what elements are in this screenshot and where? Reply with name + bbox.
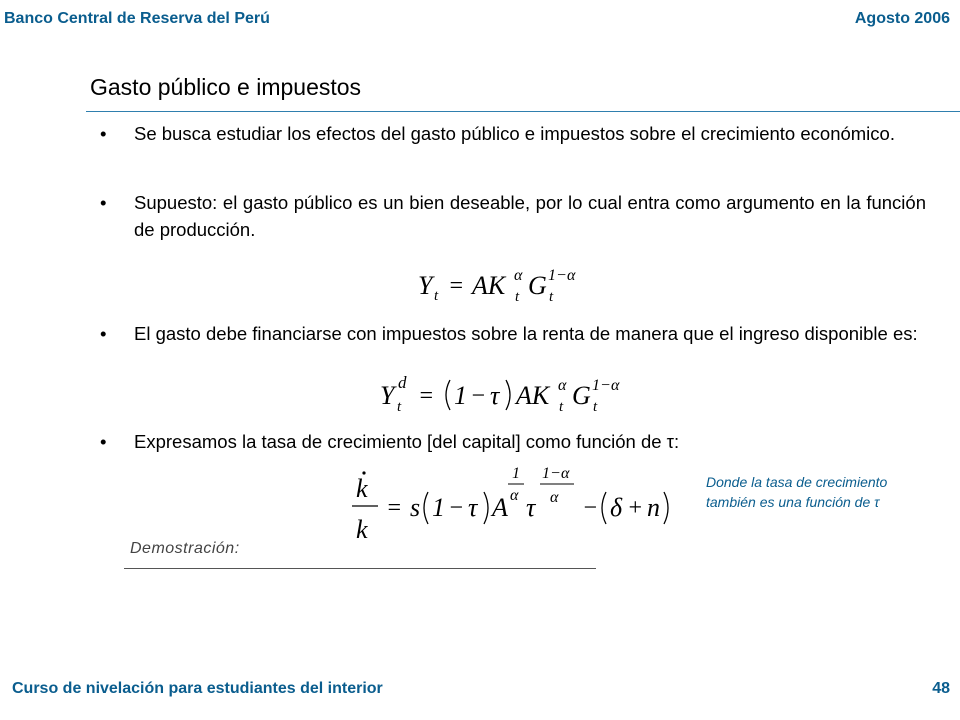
- svg-text:+: +: [627, 495, 644, 521]
- svg-text:1−: 1−: [592, 377, 611, 394]
- svg-text:1−: 1−: [542, 465, 561, 482]
- svg-text:k: k: [356, 515, 368, 544]
- svg-text:τ: τ: [490, 381, 500, 410]
- svg-text:t: t: [559, 399, 564, 415]
- svg-text:−: −: [582, 495, 599, 521]
- bullet-text: Supuesto: el gasto público es un bien deseable, por lo cual entra como argumento en la función de producción.: [134, 192, 926, 240]
- footer-course: Curso de nivelación para estudiantes del interior: [12, 680, 383, 697]
- svg-text:−: −: [448, 495, 465, 521]
- bullet-marker: •: [100, 192, 107, 213]
- bullet-item-3: [100, 320, 926, 347]
- title-divider: [86, 111, 960, 112]
- bullet-text: Se busca estudiar los efectos del gasto público e impuestos sobre el crecimiento económico.: [134, 123, 895, 144]
- svg-text:G: G: [572, 381, 591, 410]
- svg-text:=: =: [448, 273, 465, 299]
- bullet-text: Expresamos la tasa de crecimiento [del capital] como función de τ:: [134, 431, 680, 452]
- svg-text:1: 1: [454, 381, 467, 410]
- svg-text:s: s: [410, 493, 421, 522]
- bullet-marker: •: [100, 323, 107, 344]
- svg-text:α: α: [550, 489, 559, 506]
- svg-text:=: =: [386, 495, 403, 521]
- side-note: Donde la tasa de crecimiento también es una función de τ: [706, 474, 888, 510]
- svg-text:t: t: [397, 399, 402, 415]
- svg-text:A: A: [492, 493, 508, 522]
- bullet-marker: •: [100, 123, 107, 144]
- bullet-marker: •: [100, 431, 107, 452]
- svg-text:α: α: [514, 267, 523, 284]
- svg-text:α: α: [558, 377, 567, 394]
- bullet-text: El gasto debe financiarse con impuestos sobre la renta de manera que el ingreso disponible es:: [134, 323, 918, 344]
- equation-production: [418, 258, 608, 304]
- demonstration-underline: [124, 568, 596, 569]
- svg-text:AK: AK: [472, 271, 506, 300]
- svg-text:α: α: [561, 465, 570, 482]
- svg-text:1−: 1−: [548, 267, 567, 284]
- svg-text:1: 1: [432, 493, 445, 522]
- svg-text:t: t: [434, 288, 439, 304]
- slide-title: Gasto público e impuestos: [90, 74, 362, 100]
- svg-text:t: t: [549, 289, 554, 305]
- svg-text:Y: Y: [380, 381, 395, 410]
- svg-text:−: −: [470, 383, 487, 409]
- equation-growth-rate: [342, 462, 692, 548]
- header-date: Agosto 2006: [854, 10, 950, 27]
- svg-text:d: d: [398, 373, 407, 392]
- bullet-item-4: [100, 428, 926, 455]
- svg-text:t: t: [515, 289, 520, 305]
- svg-text:G: G: [528, 271, 547, 300]
- svg-text:AK: AK: [516, 381, 550, 410]
- header-institution: Banco Central de Reserva del Perú: [4, 10, 270, 27]
- svg-text:Y: Y: [418, 271, 433, 300]
- svg-text:δ: δ: [610, 493, 623, 522]
- bullet-item-2: [100, 189, 926, 243]
- svg-text:k: k: [356, 474, 368, 503]
- svg-text:n: n: [647, 493, 660, 522]
- equation-disposable-income: [380, 366, 650, 414]
- svg-text:1: 1: [512, 465, 520, 482]
- svg-text:t: t: [593, 399, 598, 415]
- svg-text:α: α: [567, 267, 576, 284]
- svg-text:τ: τ: [468, 493, 478, 522]
- svg-text:α: α: [510, 487, 519, 504]
- svg-text:=: =: [418, 383, 435, 409]
- svg-text:τ: τ: [526, 493, 536, 522]
- demonstration-label: Demostración:: [130, 540, 240, 557]
- page-number: 48: [932, 680, 950, 697]
- bullet-item-1: [100, 120, 926, 147]
- svg-text:α: α: [611, 377, 620, 394]
